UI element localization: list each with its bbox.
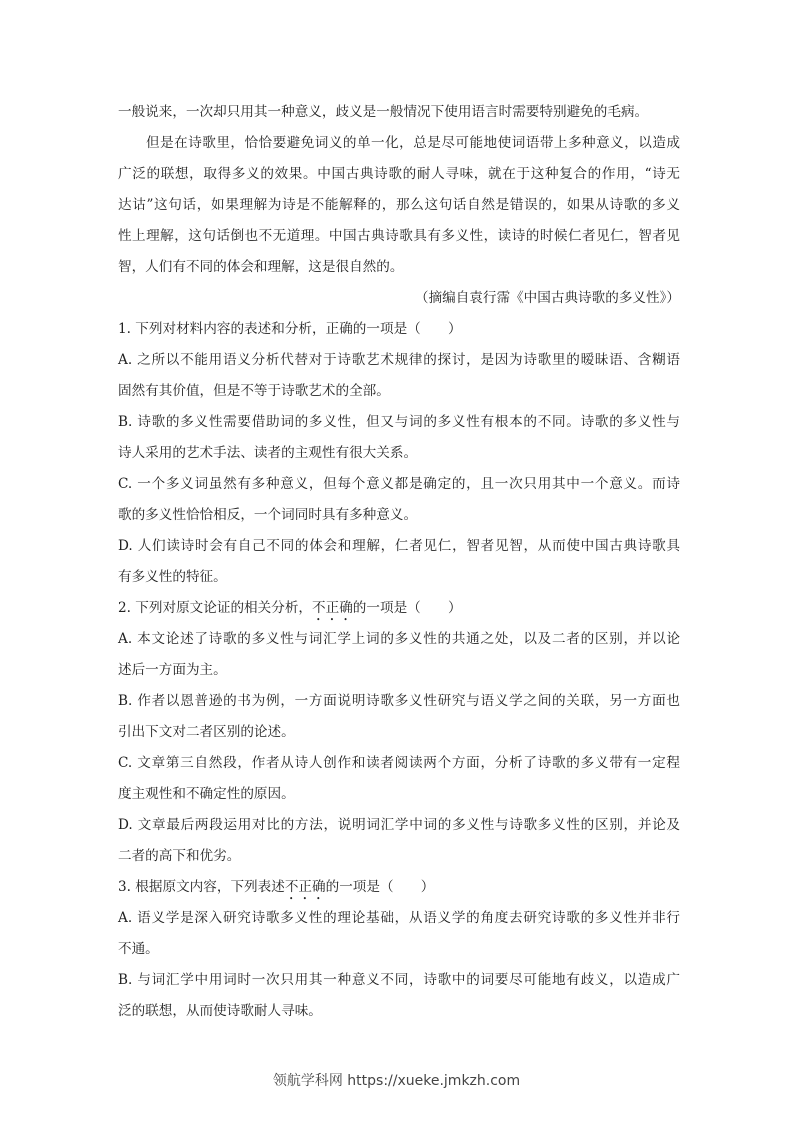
- q2-option-line: D. 文章最后两段运用对比的方法，说明词汇学中词的多义性与诗歌多义性的区别，并论及: [118, 817, 680, 833]
- q1-option-line: 歌的多义性恰恰相反，一个词同时具有多种意义。: [118, 507, 418, 523]
- q1-option-line: 有多义性的特征。: [118, 569, 227, 585]
- passage-line: 达诂”这句话，如果理解为诗是不能解释的，那么这句话自然是错误的，如果从诗歌的多义: [118, 197, 680, 213]
- passage-line: 广泛的联想，取得多义的效果。中国古典诗歌的耐人寻味，就在于这种复合的作用，“诗无: [118, 166, 680, 182]
- q2-option-line: C. 文章第三自然段，作者从诗人创作和读者阅读两个方面，分析了诗歌的多义带有一定程: [118, 755, 680, 771]
- passage-line: 性上理解，这句话倒也不无道理。中国古典诗歌具有多义性，读诗的时候仁者见仁，智者见: [118, 228, 680, 244]
- q1-option-line: D. 人们读诗时会有自己不同的体会和理解，仁者见仁，智者见智，从而使中国古典诗歌具: [118, 538, 680, 554]
- emphasized-text: 不正确: [284, 879, 326, 895]
- question-2-stem: [118, 597, 680, 628]
- q1-option-line: 诗人采用的艺术手法、读者的主观性有很大关系。: [118, 445, 418, 461]
- q2-option-line: 述后一方面为主。: [118, 662, 227, 678]
- stem-text: 2. 下列对原文论证的相关分析，: [118, 600, 313, 616]
- passage-line: 智，人们有不同的体会和理解，这是很自然的。: [118, 259, 404, 275]
- stem-text: 3. 根据原文内容，下列表述: [118, 879, 285, 895]
- footer-watermark: 领航学科网 https://xueke.jmkzh.com: [272, 1073, 521, 1089]
- emphasized-text: 不正确: [312, 600, 353, 616]
- passage-line: 一般说来，一次却只用其一种意义，歧义是一般情况下使用语言时需要特别避免的毛病。: [118, 104, 649, 120]
- q2-option-line: 二者的高下和优劣。: [118, 848, 241, 864]
- q3-option-line: 不通。: [118, 941, 159, 957]
- q3-option-line: 泛的联想，从而使诗歌耐人寻味。: [118, 1003, 322, 1019]
- document-page: [118, 101, 680, 1031]
- q2-option-line: 引出下文对二者区别的论述。: [118, 724, 295, 740]
- stem-text: 的一项是（ ）: [352, 600, 462, 616]
- stem-text: 的一项是（ ）: [325, 879, 435, 895]
- q1-option-line: 固然有其价值，但是不等于诗歌艺术的全部。: [118, 383, 390, 399]
- q3-option-line: B. 与词汇学中用词时一次只用其一种意义不同，诗歌中的词要尽可能地有歧义，以造成广: [118, 972, 680, 988]
- q3-option-line: A. 语义学是深入研究诗歌多义性的理论基础，从语义学的角度去研究诗歌的多义性并非行: [118, 910, 680, 926]
- q2-option-line: A. 本文论述了诗歌的多义性与词汇学上词的多义性的共通之处，以及二者的区别，并以论: [118, 631, 680, 647]
- passage-line: 但是在诗歌里，恰恰要避免词义的单一化，总是尽可能地使词语带上多种意义，以造成: [146, 135, 680, 151]
- q1-option-line: B. 诗歌的多义性需要借助词的多义性，但又与词的多义性有根本的不同。诗歌的多义性与: [118, 414, 680, 430]
- q2-option-line: B. 作者以恩普逊的书为例，一方面说明诗歌多义性研究与语义学之间的关联，另一方面也: [118, 693, 680, 709]
- q1-option-line: C. 一个多义词虽然有多种意义，但每个意义都是确定的，且一次只用其中一个意义。而诗: [118, 476, 680, 492]
- question-3-stem: [118, 876, 680, 907]
- question-1-stem: 1. 下列对材料内容的表述和分析，正确的一项是（ ）: [118, 321, 462, 337]
- q1-option-line: A. 之所以不能用语义分析代替对于诗歌艺术规律的探讨，是因为诗歌里的暧昧语、含糊语: [118, 352, 680, 368]
- source-citation: （摘编自袁行霈《中国古典诗歌的多义性》）: [414, 290, 680, 306]
- q2-option-line: 度主观性和不确定性的原因。: [118, 786, 295, 802]
